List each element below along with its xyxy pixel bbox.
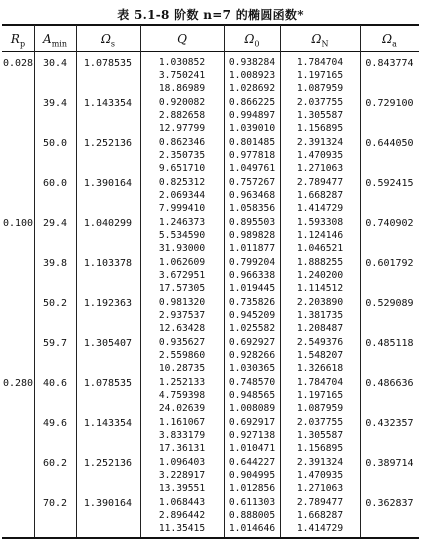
cell-omega-s: 1.390164 [83, 178, 133, 189]
cell-omega-a: 0.843774 [365, 58, 414, 69]
cell-amin: 29.4 [42, 218, 68, 229]
cell-q: 1.068443 2.896442 11.35415 [158, 497, 206, 534]
cell-omega-0: 0.644227 0.904995 1.012856 [228, 457, 276, 494]
cell-amin: 39.4 [42, 98, 68, 109]
cell-omega-a: 0.432357 [365, 418, 414, 429]
cell-amin: 50.0 [42, 138, 68, 149]
cell-omega-0: 0.692917 0.927138 1.010471 [228, 417, 276, 454]
cell-q: 1.161067 3.833179 17.36131 [158, 417, 206, 454]
cell-q: 1.096403 3.228917 13.39551 [158, 457, 206, 494]
cell-omega-s: 1.143354 [83, 98, 133, 109]
column-header-omega_s: $\Omega_s$ [100, 32, 116, 49]
cell-omega-0: 0.735826 0.945209 1.025582 [228, 297, 276, 334]
cell-amin: 40.6 [42, 378, 68, 389]
column-header-rp: $R_p$ [10, 32, 26, 49]
cell-omega-0: 0.748570 0.948565 1.008089 [228, 377, 276, 414]
cell-amin: 60.0 [42, 178, 68, 189]
cell-omega-s: 1.192363 [83, 298, 133, 309]
cell-amin: 59.7 [42, 338, 68, 349]
cell-omega-s: 1.143354 [83, 418, 133, 429]
column-header-q: Q [177, 32, 187, 46]
cell-omega-a: 0.601792 [365, 258, 414, 269]
cell-omega-n: 2.203890 1.381735 1.208487 [296, 297, 344, 334]
cell-q: 0.920082 2.882658 12.97799 [158, 97, 206, 134]
cell-omega-a: 0.485118 [365, 338, 414, 349]
cell-omega-0: 0.938284 1.008923 1.028692 [228, 57, 276, 94]
cell-omega-a: 0.644050 [365, 138, 414, 149]
cell-omega-a: 0.389714 [365, 458, 414, 469]
bottom-rule [2, 537, 419, 539]
cell-omega-0: 0.895503 0.989828 1.011877 [228, 217, 276, 254]
cell-q: 1.030852 3.750241 18.86989 [158, 57, 206, 94]
cell-omega-s: 1.305407 [83, 338, 133, 349]
column-header-omega_n: $\Omega_N$ [311, 32, 329, 49]
cell-omega-n: 2.037755 1.305587 1.156895 [296, 417, 344, 454]
cell-omega-n: 1.593308 1.124146 1.046521 [296, 217, 344, 254]
cell-omega-n: 1.784704 1.197165 1.087959 [296, 377, 344, 414]
cell-omega-n: 2.391324 1.470935 1.271063 [296, 137, 344, 174]
cell-omega-s: 1.040299 [83, 218, 133, 229]
cell-q: 0.935627 2.559860 10.28735 [158, 337, 206, 374]
column-header-omega_0: $\Omega_0$ [244, 32, 260, 49]
top-rule [2, 24, 419, 26]
cell-omega-0: 0.692927 0.928266 1.030365 [228, 337, 276, 374]
column-header-amin: $A_{min}$ [43, 32, 67, 49]
cell-omega-s: 1.078535 [83, 58, 133, 69]
header-rule [2, 51, 419, 52]
cell-omega-n: 2.789477 1.668287 1.414729 [296, 497, 344, 534]
cell-omega-s: 1.252136 [83, 458, 133, 469]
cell-amin: 60.2 [42, 458, 68, 469]
cell-omega-s: 1.103378 [83, 258, 133, 269]
cell-omega-n: 1.784704 1.197165 1.087959 [296, 57, 344, 94]
table-title: 表 5.1-8 阶数 n=7 的椭圆函数* [117, 8, 304, 22]
cell-amin: 70.2 [42, 498, 68, 509]
cell-q: 0.862346 2.350735 9.651710 [158, 137, 206, 174]
cell-omega-s: 1.390164 [83, 498, 133, 509]
cell-omega-s: 1.078535 [83, 378, 133, 389]
cell-omega-a: 0.740902 [365, 218, 414, 229]
cell-omega-0: 0.799204 0.966338 1.019445 [228, 257, 276, 294]
cell-q: 1.062609 3.672951 17.57305 [158, 257, 206, 294]
cell-omega-a: 0.486636 [365, 378, 414, 389]
cell-omega-n: 2.391324 1.470935 1.271063 [296, 457, 344, 494]
cell-omega-0: 0.801485 0.977818 1.049761 [228, 137, 276, 174]
cell-amin: 39.8 [42, 258, 68, 269]
cell-omega-n: 2.549376 1.548207 1.326618 [296, 337, 344, 374]
cell-omega-n: 2.789477 1.668287 1.414729 [296, 177, 344, 214]
cell-omega-a: 0.729100 [365, 98, 414, 109]
cell-omega-0: 0.611303 0.888005 1.014646 [228, 497, 276, 534]
cell-rp: 0.280 [2, 378, 34, 389]
cell-q: 1.246373 5.534590 31.93000 [158, 217, 206, 254]
cell-rp: 0.100 [2, 218, 34, 229]
cell-omega-a: 0.592415 [365, 178, 414, 189]
cell-amin: 50.2 [42, 298, 68, 309]
cell-amin: 49.6 [42, 418, 68, 429]
cell-omega-a: 0.529089 [365, 298, 414, 309]
cell-omega-0: 0.757267 0.963468 1.058356 [228, 177, 276, 214]
cell-q: 0.825312 2.069344 7.999410 [158, 177, 206, 214]
cell-omega-0: 0.866225 0.994897 1.039010 [228, 97, 276, 134]
cell-rp: 0.028 [2, 58, 34, 69]
cell-omega-a: 0.362837 [365, 498, 414, 509]
cell-omega-n: 2.037755 1.305587 1.156895 [296, 97, 344, 134]
column-header-omega_a: $\Omega_a$ [382, 32, 397, 49]
cell-omega-s: 1.252136 [83, 138, 133, 149]
cell-q: 1.252133 4.759398 24.02639 [158, 377, 206, 414]
cell-q: 0.981320 2.937537 12.63428 [158, 297, 206, 334]
cell-omega-n: 1.888255 1.240200 1.114512 [296, 257, 344, 294]
cell-amin: 30.4 [42, 58, 68, 69]
